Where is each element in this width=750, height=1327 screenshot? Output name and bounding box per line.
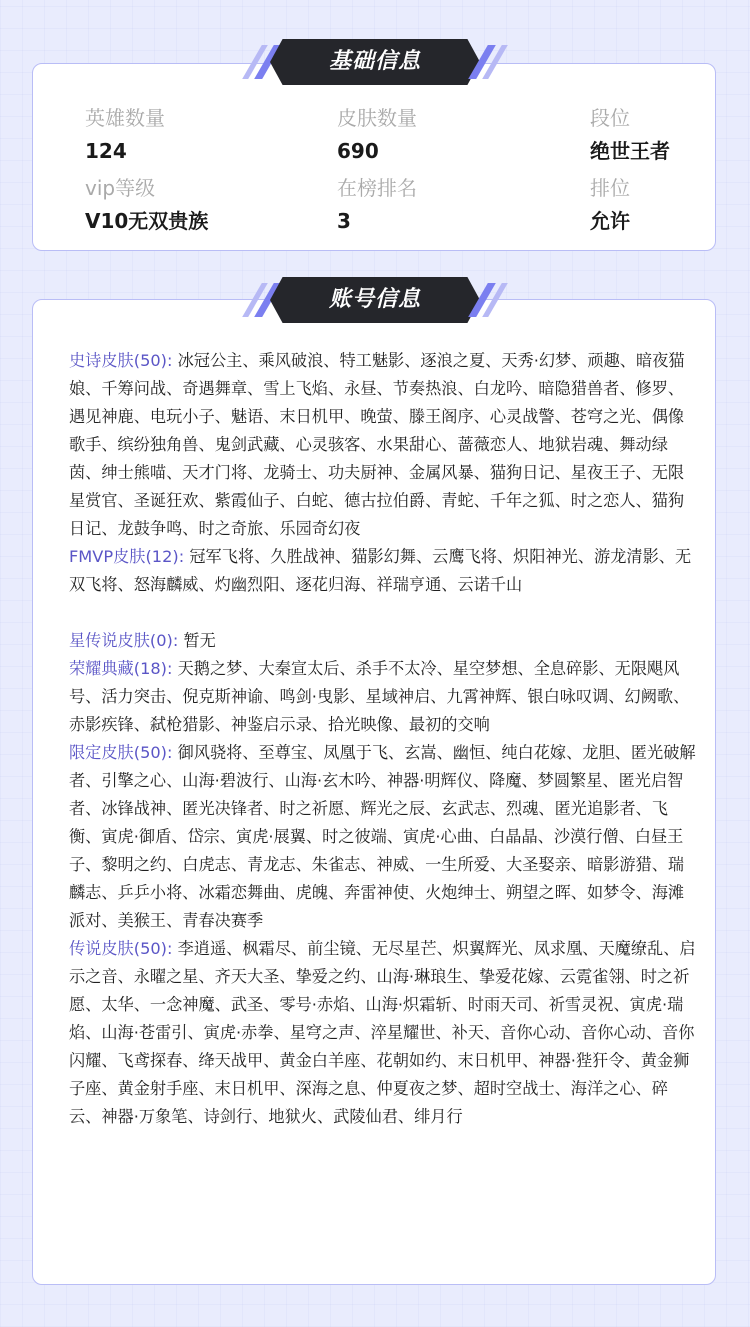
info-value: 690: [337, 139, 379, 163]
basic-info-card: [32, 63, 716, 251]
skin-category-star-legend: [69, 627, 699, 655]
info-hero-count: [85, 106, 165, 163]
category-label: 星传说皮肤(0):: [69, 631, 179, 650]
category-label: FMVP皮肤(12):: [69, 547, 185, 566]
info-label: vip等级: [85, 176, 156, 200]
info-value: V10无双贵族: [85, 209, 209, 233]
category-items: 李逍遥、枫霜尽、前尘镜、无尽星芒、炽翼辉光、凤求凰、天魔缭乱、启示之音、永曜之星、齐天大圣、挚爱之约、山海·琳琅生、挚爱花嫁、云霓雀翎、时之祈愿、太华、一念神魔、武圣、零号·赤焰、山海·炽霜斩、时雨天司、祈雪灵祝、寅虎·瑞焰、山海·苍雷引、寅虎·赤拳、星穹之声、淬星耀世、补天、音你心动、音你心动、音你闪耀、飞鸢探春、绛天战甲、黄金白羊座、花朝如约、末日机甲、神器·狴犴令、黄金狮子座、黄金射手座、末日机甲、深海之息、仲夏夜之梦、超时空战士、海洋之心、碎云、神器·万象笔、诗剑行、地狱火、武陵仙君、绯月行: [69, 939, 696, 1126]
info-label: 英雄数量: [85, 106, 165, 130]
spacer: [69, 599, 699, 627]
category-label: 荣耀典藏(18):: [69, 659, 173, 678]
info-leaderboard-rank: [337, 176, 417, 233]
section-title: 账号信息: [328, 287, 421, 312]
account-skin-list: [69, 347, 699, 1131]
info-label: 在榜排名: [337, 176, 417, 200]
skin-category-epic: [69, 347, 699, 543]
skin-category-fmvp: [69, 543, 699, 599]
account-info-banner: [248, 277, 502, 323]
category-items: 冰冠公主、乘风破浪、特工魅影、逐浪之夏、天秀·幻梦、顽趣、暗夜猫娘、千筹问战、奇遇舞章、雪上飞焰、永昼、节奏热浪、白龙吟、暗隐猎兽者、修罗、遇见神鹿、电玩小子、魅语、末日机甲、晚萤、滕王阁序、心灵战警、苍穹之光、偶像歌手、缤纷独角兽、鬼剑武藏、心灵骇客、水果甜心、蔷薇恋人、地狱岩魂、舞动绿茵、绅士熊喵、天才门将、龙骑士、功夫厨神、金属风暴、猫狗日记、星夜王子、无限星赏官、圣诞狂欢、紫霞仙子、白蛇、德古拉伯爵、青蛇、千年之狐、时之恋人、猫狗日记、龙鼓争鸣、时之奇旅、乐园奇幻夜: [69, 351, 685, 538]
category-label: 限定皮肤(50):: [69, 743, 173, 762]
info-label: 排位: [590, 176, 630, 200]
info-vip-level: [85, 176, 208, 233]
category-items: 冠军飞将、久胜战神、猫影幻舞、云鹰飞将、炽阳神光、游龙清影、无双飞将、怒海麟威、灼幽烈阳、逐花归海、祥瑞亨通、云诺千山: [69, 547, 692, 594]
skin-category-limited: [69, 739, 699, 935]
info-ranked-allowed: [590, 176, 630, 233]
section-title: 基础信息: [328, 49, 421, 74]
info-label: 段位: [590, 106, 630, 130]
category-items: 暂无: [183, 631, 216, 650]
account-info-card: [32, 299, 716, 1285]
basic-info-banner: [248, 39, 502, 85]
info-skin-count: [337, 106, 417, 163]
category-items: 御风骁将、至尊宝、凤凰于飞、玄嵩、幽恒、纯白花嫁、龙胆、匿光破解者、引擎之心、山海·碧波行、山海·玄木吟、神器·明辉仪、降魔、梦圆繁星、匿光启智者、冰锋战神、匿光决锋者、时之祈愿、辉光之辰、玄武志、烈魂、匿光追影者、飞衡、寅虎·御盾、岱宗、寅虎·展翼、时之彼端、寅虎·心曲、白晶晶、沙漠行僧、白昼王子、黎明之约、白虎志、青龙志、朱雀志、神威、一生所爱、大圣娶亲、暗影游猎、瑞麟志、乒乒小将、冰霜恋舞曲、虎魄、奔雷神使、火炮绅士、朔望之晖、如梦令、海滩派对、美猴王、青春决赛季: [69, 743, 696, 930]
info-value: 允许: [590, 209, 630, 233]
info-label: 皮肤数量: [337, 106, 417, 130]
category-items: 天鹅之梦、大秦宣太后、杀手不太冷、星空梦想、全息碎影、无限飓风号、活力突击、倪克斯神谕、鸣剑·曳影、星域神启、九霄神辉、银白咏叹调、幻阙歌、赤影疾锋、弑枪猎影、神鉴启示录、拾光映像、最初的交响: [69, 659, 690, 734]
category-label: 史诗皮肤(50):: [69, 351, 173, 370]
info-value: 3: [337, 209, 351, 233]
skin-category-glory-collection: [69, 655, 699, 739]
info-value: 124: [85, 139, 127, 163]
info-rank-tier: [590, 106, 670, 163]
info-value: 绝世王者: [590, 139, 670, 163]
skin-category-legend: [69, 935, 699, 1131]
category-label: 传说皮肤(50):: [69, 939, 173, 958]
